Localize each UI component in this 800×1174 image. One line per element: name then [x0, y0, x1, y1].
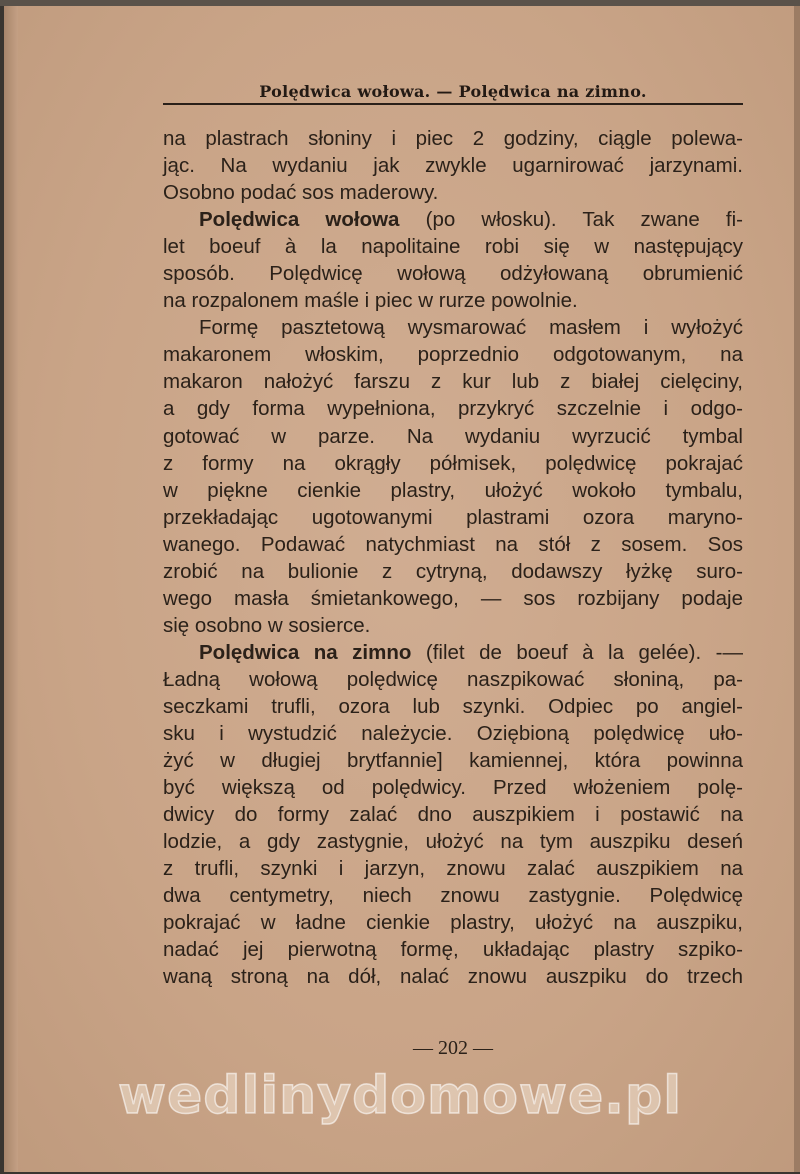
text-line — [163, 963, 743, 990]
text-line — [163, 477, 743, 504]
line-text: na plastrach słoniny i piec 2 godziny, ciągle polewa- — [163, 127, 743, 150]
text-line — [163, 233, 743, 260]
line-text: wanego. Podawać natychmiast na stół z sosem. Sos — [163, 532, 743, 556]
text-line — [163, 341, 743, 368]
text-line — [163, 720, 743, 747]
page-right-edge — [794, 6, 800, 1172]
line-text: lodzie, a gdy zastygnie, ułożyć na tym auszpiku deseń — [163, 830, 743, 854]
running-header: Polędwica wołowa. — Polędwica na zimno. — [259, 82, 647, 101]
recipe-title: Polędwica wołowa — [199, 208, 400, 232]
line-text: sposób. Polędwicę wołową odżyłowaną obrumienić — [163, 262, 743, 286]
text-line — [163, 801, 743, 828]
text-line — [163, 558, 743, 585]
text-line — [163, 287, 743, 314]
line-text: dwicy do formy zalać dno auszpikiem i postawić na — [163, 803, 743, 827]
line-text: przekładając ugotowanymi plastrami ozora maryno- — [163, 505, 743, 529]
line-text: się osobno w sosierce. — [163, 613, 371, 637]
line-text: makaron nałożyć farszu z kur lub z białej cielęciny, — [163, 370, 743, 394]
recipe-title: Polędwica na zimno — [199, 640, 412, 664]
text-line — [163, 828, 743, 855]
line-text: nadać jej pierwotną formę, układając plastry szpiko- — [163, 938, 743, 962]
text-line — [163, 882, 743, 909]
text-line — [163, 423, 743, 450]
text-line — [163, 774, 743, 801]
text-line — [163, 125, 743, 152]
text-line — [163, 747, 743, 774]
text-line — [163, 260, 743, 287]
text-line — [163, 504, 743, 531]
text-line — [163, 693, 743, 720]
text-line — [163, 395, 743, 422]
line-text: jąc. Na wydaniu jak zwykle ugarnirować jarzynami. — [163, 154, 743, 178]
line-text: waną stroną na dół, nalać znowu auszpiku do trzech — [163, 965, 743, 989]
text-line — [163, 585, 743, 612]
text-line — [163, 666, 743, 693]
line-text: let boeuf à la napolitaine robi się w następujący — [163, 235, 743, 259]
watermark-logo: wedlinydomowe.pl — [117, 1066, 683, 1126]
page-number: — 202 — — [413, 1037, 493, 1059]
line-text: być większą od polędwicy. Przed włożeniem polę- — [163, 776, 743, 800]
text-line — [163, 612, 743, 639]
line-text: (filet de boeuf à la gelée). -— — [411, 640, 743, 664]
text-line — [163, 909, 743, 936]
text-line — [163, 855, 743, 882]
line-text: Osobno podać sos maderowy. — [163, 181, 439, 205]
header-rule — [163, 103, 743, 105]
text-line — [163, 450, 743, 477]
text-line — [163, 368, 743, 395]
line-text: z formy na okrągły półmisek, polędwicę pokrajać — [163, 451, 743, 475]
page-binding-edge — [4, 6, 18, 1172]
text-line — [163, 206, 743, 233]
text-line — [163, 531, 743, 558]
line-text: z trufli, szynki i jarzyn, znowu zalać auszpikiem na — [163, 857, 743, 881]
line-text: makaronem włoskim, poprzednio odgotowanym, na — [163, 343, 743, 367]
line-text: Formę pasztetową wysmarować masłem i wyłożyć — [199, 316, 743, 340]
page-body-text — [163, 125, 743, 991]
text-line — [163, 639, 743, 666]
line-text: Ładną wołową polędwicę naszpikować słoniną, pa- — [163, 667, 743, 691]
text-line — [163, 152, 743, 179]
line-text: żyć w długiej brytfannie] kamiennej, która powinna — [163, 749, 743, 773]
line-text: dwa centymetry, niech znowu zastygnie. Polędwicę — [163, 884, 743, 908]
line-text: a gdy forma wypełniona, przykryć szczelnie i odgo- — [163, 397, 743, 421]
line-text: w piękne cienkie plastry, ułożyć wokoło tymbalu, — [163, 478, 743, 502]
text-line — [163, 179, 743, 206]
line-text: sku i wystudzić należycie. Oziębioną polędwicę uło- — [163, 722, 743, 746]
text-line — [163, 936, 743, 963]
line-text: seczkami trufli, ozora lub szynki. Odpiec po angiel- — [163, 694, 743, 718]
line-text: na rozpalonem maśle i piec w rurze powolnie. — [163, 289, 578, 313]
line-text: (po włosku). Tak zwane fi- — [399, 208, 743, 232]
line-text: gotować w parze. Na wydaniu wyrzucić tymbal — [163, 424, 743, 448]
line-text: wego masła śmietankowego, — sos rozbijany podaje — [163, 586, 743, 610]
line-text: zrobić na bulionie z cytryną, dodawszy łyżkę suro- — [163, 559, 743, 583]
text-line — [163, 314, 743, 341]
line-text: pokrajać w ładne cienkie plastry, ułożyć na auszpiku, — [163, 911, 743, 935]
